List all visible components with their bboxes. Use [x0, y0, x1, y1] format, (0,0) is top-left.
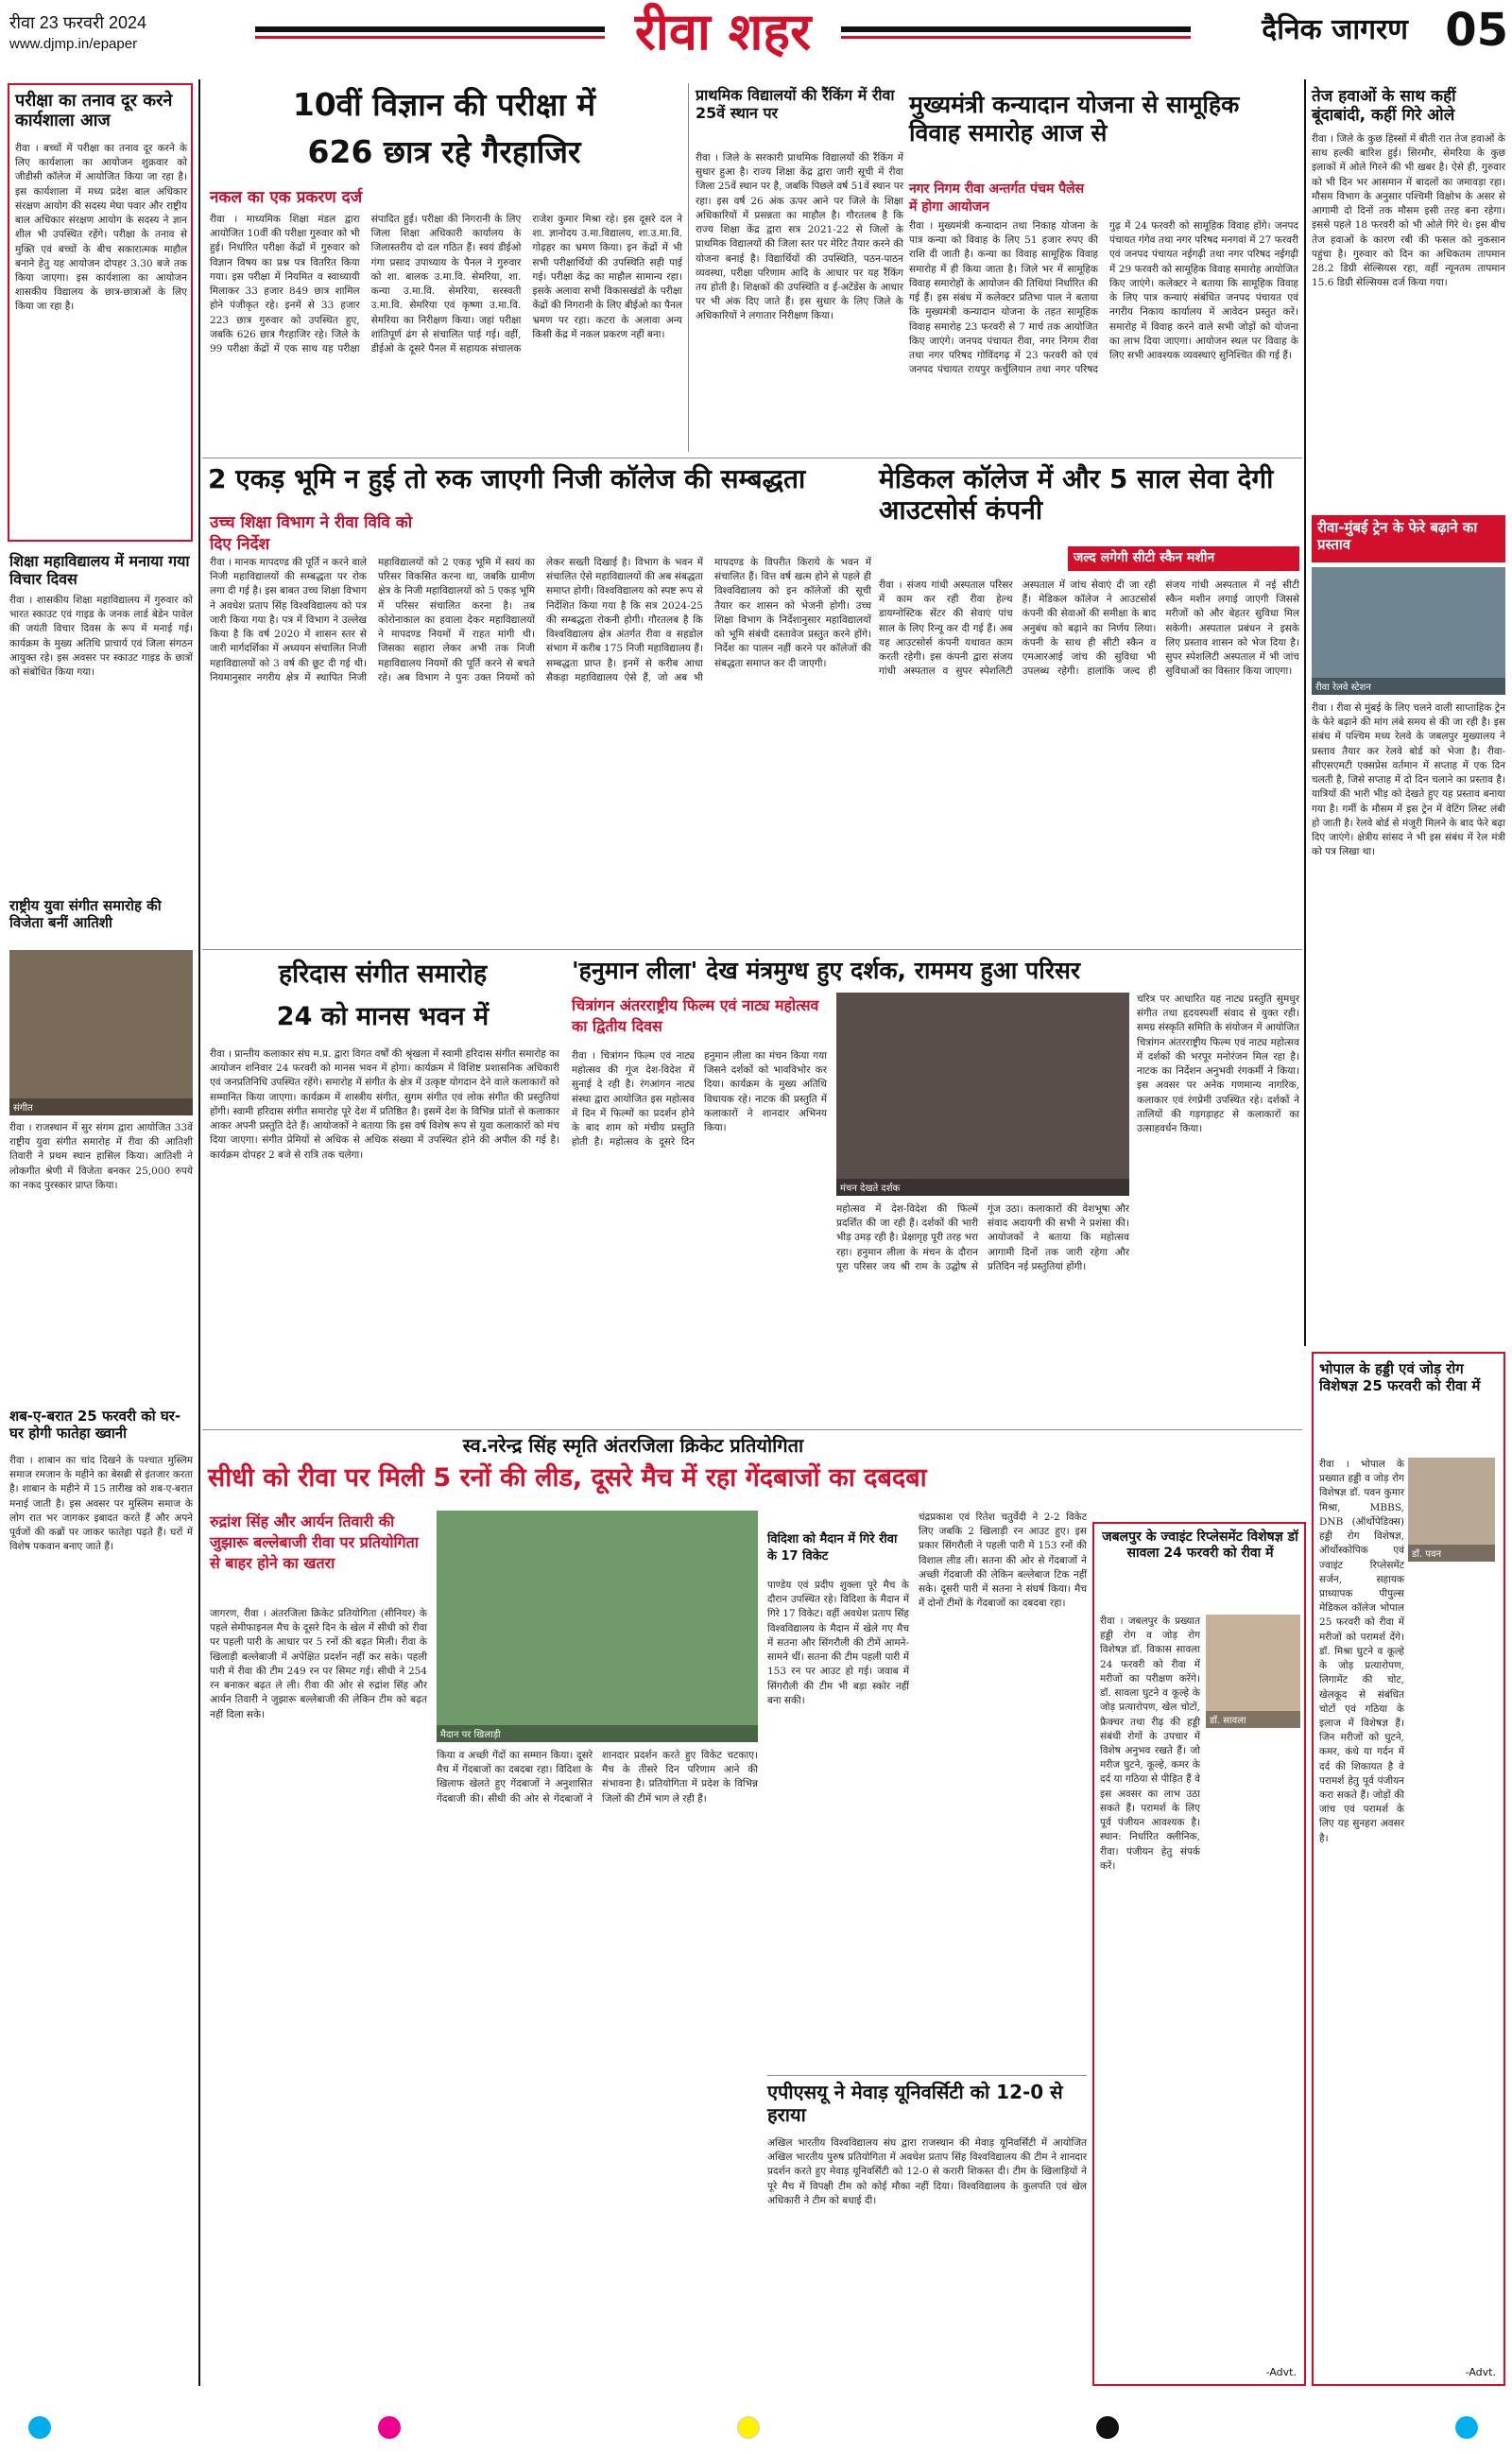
apsu-headline: एपीएसयू ने मेवाड़ यूनिवर्सिटी को 12-0 से हराया [767, 2081, 1063, 2126]
ranking-headline: प्राथमिक विद्यालयों की रैंकिंग में रीवा 25वें स्थान पर [696, 86, 895, 122]
ct-scan-subhead: जल्द लगेगी सीटी स्कैन मशीन [1074, 550, 1215, 565]
hanuman-body-2: महोत्सव में देश-विदेश की फिल्में प्रदर्शित की जा रही हैं। दर्शकों की भारी भीड़ उमड़ रही है। प्रेक्षागृह पूरी तरह भरा रहा। हनुमान लीला के मंचन के दौरान पूरा परिसर जय श्री राम के उद्घोष से गूंज उठा। कलाकारों की वेशभूषा और संवाद अदायगी की सभी ने प्रशंसा की। आयोजकों ने बताया कि महोत्सव आगामी दिनों तक जारी रहेगा और प्रतिदिन नई प्रस्तुतियां होंगी। [836, 1203, 1129, 1272]
audience-photo-caption: मंचन देखते दर्शक [836, 1179, 1129, 1196]
kanyadan-subhead: नगर निगम रीवा अन्तर्गत पंचम पैलेस में होगा आयोजन [909, 181, 1085, 215]
cricket-subhead: रुद्रांश सिंह और आर्यन तिवारी की जुझारू बल्लेबाजी रीवा पर प्रतियोगिता से बाहर होने का खतरा [210, 1512, 419, 1572]
cricket-photo-caption: मैदान पर खिलाड़ी [437, 1725, 758, 1742]
exam-headline-line1: 10वीं विज्ञान की परीक्षा में [292, 86, 596, 123]
bhopal-ad-headline: भोपाल के हड्डी एवं जोड़ रोग विशेषज्ञ 25 फरवरी को रीवा में [1319, 1360, 1481, 1394]
medical-body: रीवा । संजय गांधी अस्पताल परिसर में काम कर रही रीवा हेल्थ डायग्नोस्टिक सेंटर की सेवाएं पांच साल के लिए रिन्यू कर दी गई हैं। अब यह आउटसोर्स कंपनी यथावत काम करती रहेगी। इस कंपनी द्वारा संजय गांधी अस्पताल व सुपर स्पेशलिटी अस्पताल में जांच सेवाएं दी जा रही हैं। मेडिकल कॉलेज ने आउटसोर्स कंपनी की सेवाओं की समीक्षा के बाद अनुबंध को बढ़ाने का निर्णय लिया। कंपनी के साथ ही सीटी स्कैन व एमआरआई जांच की सुविधा भी उपलब्ध रहेगी। हालांकि जल्द ही संजय गांधी अस्पताल में नई सीटी स्कैन मशीन लगाई जाएगी जिससे मरीजों को और बेहतर सुविधा मिल सकेगी। अस्पताल प्रबंधन ने इसके लिए प्रस्ताव शासन को भेज दिया है। सुपर स्पेशलिटी अस्पताल में भी जांच सुविधाओं का विस्तार किया जाएगा। [879, 579, 1299, 678]
haridas-headline-line1: हरिदास संगीत समारोह [278, 959, 488, 989]
left-brief-1-body: रीवा । बच्चों में परीक्षा का तनाव दूर करने के लिए कार्यशाला का आयोजन शुक्रवार को जीडीसी कॉलेज में आयोजित किया जा रहा है। इस कार्यशाला में मध्य प्रदेश बाल अधिकार संरक्षण आयोग की सदस्य मेघा पवार और राष्ट्रीय बाल अधिकार संरक्षण आयोग के सदस्य ने ज्ञान शील भी उपस्थित रहेंगे। परीक्षा के तनाव से मुक्ति एवं बच्चों के बीच सकारात्मक माहौल बनाने हेतु यह आयोजन दोपहर 3.30 बजे तक किया जाएगा। इस कार्यशाला का आयोजन शासकीय विद्यालय के छात्र-छात्राओं के लिए किया जा रहा है। [15, 143, 187, 313]
masthead-left-bar [255, 26, 605, 32]
masthead-date: रीवा 23 फरवरी 2024 [9, 13, 147, 32]
jabalpur-doctor-ad [1092, 1522, 1306, 2386]
reg-mark-yellow [737, 2416, 760, 2439]
page-number: 05 [1445, 4, 1508, 57]
college-body: रीवा । मानक मापदण्ड की पूर्ति न करने वाले निजी महाविद्यालयों की सम्बद्धता पर रोक लगा दी गई है। इस बाबत उच्च शिक्षा विभाग ने अवधेश प्रताप सिंह विश्वविद्यालय को पत्र जारी किया गया है। पत्र में विभाग ने उल्लेख किया है कि वर्ष 2020 में शासन स्तर से जारी मार्गदर्शिका में अध्ययन संचालित निजी महाविद्यालयों को 3 वर्ष की छूट दी गई थी। नियमानुसार नगरीय क्षेत्र में स्थापित निजी महाविद्यालयों को 2 एकड़ भूमि में स्वयं का परिसर विकसित करना था, जबकि ग्रामीण क्षेत्र के निजी महाविद्यालयों को 5 एकड़ भूमि में परिसर संचालित करना है। तब कोरोनाकाल का हवाला देकर महाविद्यालयों ने मापदण्ड नियमों में राहत मांगी थी। जिसका सहारा लेकर अभी तक निजी महाविद्यालय नियमों की पूर्ति करने से बचते रहे। अब विभाग ने पुनः उक्त नियमों को लेकर सख्ती दिखाई है। विभाग के भवन में संचालित ऐसे महाविद्यालयों की अब संबद्धता समाप्त होगी। विश्वविद्यालय को स्पष्ट रूप से निर्देशित किया गया है कि सत्र 2024-25 की सम्बद्धता रोकनी होगी। गौरतलब है कि विश्वविद्यालय क्षेत्र अंतर्गत रीवा व सहडोल संभाग में करीब 175 निजी महाविद्यालय हैं। सम्बद्धता प्राप्त है। इनमें से करीब आधा सैकड़ा महाविद्यालय ऐसे हैं, जो अब भी मापदण्ड के विपरीत किराये के भवन में संचालित हैं। वित्त वर्ष खत्म होने से पहले ही विश्वविद्यालय को इन कॉलेजों की सूची तैयार कर शासन को भेजनी होगी। उच्च शिक्षा विभाग के निर्देशानुसार महाविद्यालयों को भूमि संबंधी दस्तावेज प्रस्तुत करने होंगे। निर्देश का पालन नहीं करने पर कॉलेजों की संबद्धता समाप्त कर दी जाएगी। [210, 557, 871, 683]
exam-body: रीवा । माध्यमिक शिक्षा मंडल द्वारा आयोजित 10वीं की परीक्षा गुरुवार को भी हुई। निर्धारित परीक्षा केंद्रों में गुरुवार को विज्ञान विषय का प्रश्न पत्र वितरित किया गया। इस परीक्षा में नियमित व स्वाध्यायी मिलाकर 33 हजार 849 छात्र शामिल होने पंजीकृत रहे। इनमें से 33 हजार 223 छात्र गुरुवार को उपस्थित हुए, जबकि 626 छात्र गैरहाजिर रहे। जिले के 99 परीक्षा केंद्रों में एक साथ यह परीक्षा संपादित हुई। परीक्षा की निगरानी के लिए जिला शिक्षा अधिकारी कार्यालय के जिलास्तरीय दो दल गठित हैं। स्वयं डीईओ गंगा प्रसाद उपाध्याय के पैनल ने गुरुवार को शा. बालक उ.मा.वि. सेमरिया, शा. कन्या उ.मा.वि. सेमरिया, सरस्वती उ.मा.वि. सेमरिया एवं कृष्णा उ.मा.वि. सेमरिया का निरीक्षण किया। जहां परीक्षा शांतिपूर्ण ढंग से संचालित पाई गई। वहीं, डीईओ के दूसरे पैनल में सहायक संचालक राजेश कुमार मिश्रा रहे। इस दूसरे दल ने शा. ज्ञानोदय उ.मा.विद्यालय, शा.उ.मा.वि. गोढ़हर का भ्रमण किया। इन केंद्रों में भी सभी परीक्षार्थियों की उपस्थिति सही पाई गई। परीक्षा केंद्र का माहौल सामान्य रहा। इसके अलावा सभी विकासखंडों के परीक्षा केंद्रों की निगरानी के लिए बीईओ का पैनल भ्रमण पर रहा। कटरा के अलावा अन्य किसी केंद्र में नकल प्रकरण नहीं बना। [210, 214, 682, 354]
cricket-photo [437, 1511, 758, 1742]
cricket-body-3: पाण्डेय एवं प्रदीप शुक्ला पूरे मैच के दौरान उपस्थित रहे। विदिशा के मैदान में गिरे 17 विकेट। वहीं अवधेश प्रताप सिंह विश्वविद्यालय के मैदान में खेले गए मैच में सतना और सिंगरौली की टीमें आमने-सामने थीं। सतना की टीम पहली पारी में 153 रन पर आउट हो गई। जवाब में सिंगरौली की टीम भी बड़ा स्कोर नहीं बना सकी। [767, 1580, 909, 1706]
bhopal-ad-body: रीवा । भोपाल के प्रख्यात हड्डी व जोड़ रोग विशेषज्ञ डॉ. पवन कुमार मिश्रा, MBBS, DNB (ऑर्थोपेडिक्स) हड्डी रोग विशेषज्ञ, ऑर्थोस्कोपिक एवं ज्वाइंट रिप्लेसमेंट सर्जन, सहायक प्राध्यापक पीपुल्स मेडिकल कॉलेज भोपाल 25 फरवरी को रीवा में मरीजों को परामर्श देंगे। डॉ. मिश्रा घुटने व कूल्हे के जोड़ प्रत्यारोपण, लिगामेंट की चोट, खेलकूद से संबंधित चोटों एवं गठिया के इलाज में विशेषज्ञ हैं। जिन मरीजों को घुटने, कमर, कंधे या गर्दन में दर्द की शिकायत है वे परामर्श हेतु पूर्व पंजीयन करा सकते हैं। जोड़ों की जांच एवं परामर्श के लिए यह सुनहरा अवसर है। [1319, 1459, 1404, 1844]
cricket-subhead-2: विदिशा को मैदान में गिरे रीवा के 17 विकेट [767, 1532, 898, 1564]
haridas-body: रीवा । प्रान्तीय कलाकार संघ म.प्र. द्वारा विगत वर्षों की श्रृंखला में स्वामी हरिदास संगीत समारोह का आयोजन शनिवार 24 फरवरी को मानस भवन में होगा। कार्यक्रम में विशिष्ट प्रशासनिक अधिकारी एवं जनप्रतिनिधि उपस्थित रहेंगे। समारोह में संगीत के क्षेत्र में उत्कृष्ट योगदान देने वाले कलाकारों को सम्मानित किया जाएगा। कार्यक्रम में शास्त्रीय संगीत, सुगम संगीत एवं लोक संगीत की प्रस्तुतियां होंगी। स्वामी हरिदास संगीत समारोह पूरे देश में प्रतिष्ठित है। इसमें देश के विभिन्न प्रांतों से कलाकार आकर अपनी प्रस्तुति देते हैं। आयोजकों ने बताया कि इस वर्ष विशेष रूप से युवा कलाकारों को मंच दिया जाएगा। संगीत प्रेमियों से अधिक से अधिक संख्या में उपस्थित होने की अपील की गई है। कार्यक्रम दोपहर 2 बजे से रात्रि तक चलेगा। [210, 1048, 559, 1161]
exam-subhead: नकल का एक प्रकरण दर्ज [210, 188, 363, 207]
weather-headline: तेज हवाओं के साथ कहीं बूंदाबांदी, कहीं गिरे ओले [1312, 87, 1456, 126]
left-brief-1 [8, 83, 193, 542]
cricket-kicker: स्व.नरेन्द्र सिंह स्मृति अंतरजिला क्रिकेट प्रतियोगिता [462, 1434, 804, 1457]
rank-separator [688, 83, 689, 452]
reg-mark-cyan [28, 2416, 51, 2439]
section-title: रीवा शहर [634, 2, 812, 61]
left-brief-2-headline: शिक्षा महाविद्यालय में मनाया गया विचार दिवस [9, 552, 190, 588]
left-brief-3-body: रीवा । राजस्थान में सुर संगम द्वारा आयोजित 33वें राष्ट्रीय युवा संगीत समारोह में रीवा की आतिशी तिवारी ने प्रथम स्थान हासिल किया। आतिशी ने लोकगीत श्रेणी में विजेता बनकर 25,000 रुपये का नकद पुरस्कार प्राप्त किया। [9, 1122, 193, 1191]
cricket-body-2: किया व अच्छी गेंदों का सम्मान किया। दूसरे मैच में गेंदबाजों का दबदबा रहा। विदिशा के खिलाफ खेलते हुए गेंदबाजों ने अनुशासित गेंदबाजी की। सीधी की ओर से गेंदबाजों ने शानदार प्रदर्शन करते हुए विकेट चटकाए। मैच के तीसरे दिन परिणाम आने की संभावना है। प्रतियोगिता में प्रदेश के विभिन्न जिलों की टीमें भाग ले रही हैं। [437, 1750, 758, 1805]
bhopal-doctor-ad [1312, 1352, 1505, 2386]
cricket-body-1: जागरण, रीवा । अंतरजिला क्रिकेट प्रतियोगिता (सीनियर) के पहले सेमीफाइनल मैच के दूसरे दिन के खेल में सीधी को रीवा पर पहली पारी के आधार पर 5 रनों की बढ़त मिली। रीवा के खिलाड़ी बल्लेबाजी में अपेक्षित प्रदर्शन नहीं कर सके। पहली पारी में रीवा की टीम 249 रन पर सिमट गई। सीधी ने 254 रन बनाकर बढ़त ले ली। रीवा की ओर से रुद्रांश सिंह और आर्यन तिवारी ने जुझारू बल्लेबाजी की लेकिन टीम को बढ़त नहीं दिला सके। [210, 1608, 427, 1720]
cricket-body-4: चंद्रप्रकाश एवं रितेश चतुर्वेदी ने 2-2 विकेट लिए जबकि 2 खिलाड़ी रन आउट हुए। इस प्रकार सिंगरौली ने पहली पारी में 153 रनों की विशाल लीड ली। सतना की ओर से गेंदबाजों ने अच्छी गेंदबाजी की लेकिन बल्लेबाज टिक नहीं सके। दूसरी पारी में सतना ने संघर्ष किया। मैच में दोनों टीमों के गेंदबाजों का दबदबा रहा। [919, 1512, 1087, 1610]
masthead-right-bar-red [841, 36, 1191, 39]
masthead-left-bar-red [255, 36, 605, 39]
hanuman-subhead: चित्रांगन अंतरराष्ट्रीय फिल्म एवं नाट्य महोत्सव का द्वितीय दिवस [572, 996, 819, 1035]
exam-headline-line2: 626 छात्र रहे गैरहाजिर [307, 133, 581, 170]
kanyadan-headline: मुख्यमंत्री कन्यादान योजना से सामूहिक विवाह समारोह आज से [909, 91, 1240, 147]
medical-headline: मेडिकल कॉलेज में और 5 साल सेवा देगी आउटसोर्स कंपनी [879, 463, 1274, 527]
jabalpur-doctor-photo [1206, 1615, 1300, 1728]
hanuman-headline: 'हनुमान लीला' देख मंत्रमुग्ध हुए दर्शक, राममय हुआ परिसर [572, 957, 1081, 984]
apsu-rule [767, 2075, 1087, 2076]
jabalpur-ad-body: रीवा । जबलपुर के प्रख्यात हड्डी रोग व जोड़ रोग विशेषज्ञ डॉ. विकास सावला 24 फरवरी को रीवा में मरीजों का परीक्षण करेंगे। डॉ. सावला घुटने व कूल्हे के जोड़ प्रत्यारोपण, खेल चोटों, फ्रैक्चर तथा रीढ़ की हड्डी संबंधी रोगों के उपचार में विशेष अनुभव रखते हैं। जो मरीज घुटने, कूल्हे, कमर के दर्द या गठिया से पीड़ित हैं वे इस अवसर का लाभ उठा सकते हैं। परामर्श के लिए पूर्व पंजीयन आवश्यक है। स्थान: निर्धारित क्लीनिक, रीवा। पंजीयन हेतु संपर्क करें। [1100, 1616, 1200, 1872]
right-column-rule [1304, 79, 1306, 1346]
mid-rule-2 [202, 949, 1302, 950]
masthead-url[interactable]: www.djmp.in/epaper [9, 36, 138, 52]
audience-photo [836, 993, 1129, 1196]
apsu-body: अखिल भारतीय विश्वविद्यालय संघ द्वारा राजस्थान की मेवाड़ यूनिवर्सिटी में आयोजित अखिल भारतीय पुरुष प्रतियोगिता में अवधेश प्रताप सिंह विश्वविद्यालय की टीम ने शानदार प्रदर्शन करते हुए मेवाड़ यूनिवर्सिटी को 12-0 से करारी शिकस्त दी। टीम के खिलाड़ियों ने पूरे मैच में विपक्षी टीम को कोई मौका नहीं दिया। विश्वविद्यालय के कुलपति एवं खेल अधिकारी ने टीम को बधाई दी। [767, 2137, 1087, 2206]
bhopal-doctor-photo [1408, 1458, 1495, 1562]
college-subhead: उच्च शिक्षा विभाग ने रीवा विवि को दिए निर्देश [210, 513, 413, 554]
jabalpur-doctor-name: डॉ. सावला [1206, 1711, 1300, 1728]
color-registration-strip [0, 2401, 1512, 2454]
jabalpur-ad-headline: जबलपुर के ज्वाइंट रिप्लेसमेंट विशेषज्ञ डॉ सावला 24 फरवरी को रीवा में [1102, 1529, 1298, 1561]
reg-mark-cyan-2 [1455, 2416, 1478, 2439]
left-brief-3-headline: राष्ट्रीय युवा संगीत समारोह की विजेता बनीं आतिशी [9, 897, 162, 931]
left-brief-4-body: रीवा । शाबान का चांद दिखने के पश्चात मुस्लिम समाज रमजान के महीने का बेसब्री से इंतजार करता है। शाबान के महीने में 15 तारीख को शब-ए-बरात मनाई जाती है। इस अवसर पर मुस्लिम समाज के लोग रात भर जागकर इबादत करते हैं और अपने पूर्वजों की कब्रों पर जाकर फातेहा पढ़ते हैं। घरों में विशेष पकवान बनाए जाते हैं। [9, 1455, 193, 1553]
haridas-headline-line2: 24 को मानस भवन में [276, 1002, 490, 1031]
left-brief-2-body: रीवा । शासकीय शिक्षा महाविद्यालय में गुरुवार को भारत स्काउट एवं गाइड के जनक लार्ड बेडेन पावेल की जयंती विचार दिवस के रूप में मनाई गई। कार्यक्रम के मुख्य अतिथि प्राचार्य एवं जिला संगठन आयुक्त रहे। इस अवसर पर स्काउट गाइड के छात्रों को संबोधित किया गया। [9, 595, 193, 679]
reg-mark-black [1096, 2416, 1119, 2439]
jabalpur-ad-advt: -Advt. [1265, 2366, 1297, 2378]
hanuman-body-3: चरित्र पर आधारित यह नाट्य प्रस्तुति सुमधुर संगीत तथा हृदयस्पर्शी संवाद से युक्त रही। समग्र संस्कृति समिति के संयोजन में आयोजित चित्रांगन अंतरराष्ट्रीय फिल्म एवं नाट्य महोत्सव में दर्शकों की भरपूर मनोरंजन मिल रहा है। नाटक का निर्देशन अनुभवी रंगकर्मी ने किया। इस अवसर पर अनेक गणमान्य नागरिक, कलाकार एवं रंगप्रेमी उपस्थित रहे। दर्शकों ने तालियों की गड़गड़ाहट से कलाकारों का उत्साहवर्धन किया। [1137, 994, 1299, 1134]
reg-mark-magenta [378, 2416, 401, 2439]
weather-body: रीवा । जिले के कुछ हिस्सों में बीती रात तेज हवाओं के साथ हल्की बारिश हुई। सिरमौर, सेमरिया के कुछ इलाकों में ओले गिरने की भी खबर है। ऐसे ही, गुरुवार को भी दिन भर आसमान में बादलों का जमावड़ा रहा। मौसम विभाग के अनुसार पश्चिमी विक्षोभ के असर से आगामी दो दिनों तक मौसम इसी तरह बना रहेगा। इससे पहले 18 फरवरी को भी ओले गिरे थे। इस बीच तेज हवाओं के कारण रबी की फसल को नुकसान पहुंचा है। गुरुवार को दिन का अधिकतम तापमान 28.2 डिग्री सेल्सियस रहा, वहीं न्यूनतम तापमान 15.6 डिग्री सेल्सियस दर्ज किया गया। [1312, 133, 1505, 289]
train-headline: रीवा-मुंबई ट्रेन के फेरे बढ़ाने का प्रस्ताव [1317, 519, 1478, 553]
left-brief-4-headline: शब-ए-बरात 25 फरवरी को घर-घर होगी फातेहा ख्वानी [9, 1408, 181, 1442]
left-brief-1-headline: परीक्षा का तनाव दूर करने कार्यशाला आज [15, 91, 173, 131]
masthead-right-bar [841, 26, 1191, 32]
hanuman-body-1: रीवा । चित्रांगन फिल्म एवं नाट्य महोत्सव की गूंज देश-विदेश में सुनाई दे रही है। रंगआंगन नाट्य संस्था द्वारा आयोजित इस महोत्सव में दिन में फिल्मों का प्रदर्शन होने के बाद शाम को मंचीय प्रस्तुति होती है। महोत्सव के दूसरे दिन हनुमान लीला का मंचन किया गया जिसने दर्शकों को भावविभोर कर दिया। कार्यक्रम के मुख्य अतिथि विधायक रहे। नाटक की प्रस्तुति में कलाकारों ने शानदार अभिनय किया। [572, 1050, 827, 1149]
bhopal-ad-body-cont [1319, 1573, 1499, 2358]
mid-rule-3 [202, 1429, 1302, 1430]
brand-name: दैनिक जागरण [1262, 13, 1408, 46]
cricket-headline: सीधी को रीवा पर मिली 5 रनों की लीड, दूसरे मैच में रहा गेंदबाजों का दबदबा [208, 1463, 927, 1493]
college-headline: 2 एकड़ भूमि न हुई तो रुक जाएगी निजी कॉलेज की सम्बद्धता [208, 463, 806, 494]
bhopal-doctor-name: डॉ. पवन [1408, 1545, 1495, 1562]
ranking-body: रीवा । जिले के सरकारी प्राथमिक विद्यालयों की रैंकिंग में सुधार हुआ है। राज्य शिक्षा केंद्र द्वारा जारी सूची में रीवा जिला 25वें स्थान पर है, जबकि पिछले वर्ष 51वें स्थान पर रहा। इस वर्ष 26 अंक ऊपर आने पर जिले के शिक्षा अधिकारियों में प्रसन्नता का माहौल है। गौरतलब है कि राज्य शिक्षा केंद्र द्वारा सत्र 2021-22 से जिलों के प्राथमिक विद्यालयों की जिला स्तर पर मेरिट तैयार करने की योजना बनाई है। विद्यार्थियों की उपस्थिति, पठन-पाठन व्यवस्था, परीक्षा परिणाम आदि के आधार पर यह रैंकिंग तय होती है। शिक्षकों की उपस्थिति व ई-अटेंडेंस के आधार पर भी अंक दिए जाते हैं। इस सुधार के लिए जिले के अधिकारियों ने लगातार निरीक्षण किया। [696, 152, 903, 322]
train-photo-caption: रीवा रेलवे स्टेशन [1312, 678, 1505, 695]
left-column-rule [198, 79, 200, 2386]
masthead [0, 0, 1512, 72]
train-photo [1312, 567, 1505, 695]
music-award-photo-caption: संगीत [9, 1098, 193, 1115]
kanyadan-body: रीवा । मुख्यमंत्री कन्यादान तथा निकाह योजना के पात्र कन्या को विवाह के लिए 51 हजार रुपए की राशि दी जाती है। कन्या का विवाह सामूहिक विवाह समारोह में ही किया जाता है। जिले भर में सामूहिक विवाह समारोहों के आयोजन की तिथियां निर्धारित की गई हैं। इस संबंध में कलेक्टर प्रतिभा पाल ने बताया कि मुख्यमंत्री कन्यादान योजना के तहत सामूहिक विवाह समारोह 23 फरवरी से 7 मार्च तक आयोजित किए जाएंगे। जनपद पंचायत रीवा, नगर निगम रीवा तथा नगर परिषद गोविंदगढ़ में 23 फरवरी को एवं जनपद पंचायत रायपुर कर्चुलियान तथा नगर परिषद गुढ़ में 24 फरवरी को सामूहिक विवाह होंगे। जनपद पंचायत गंगेव तथा नगर परिषद मनगवां में 27 फरवरी एवं जनपद पंचायत नईगढ़ी तथा नगर परिषद नईगढ़ी में 29 फरवरी को सामूहिक विवाह समारोह आयोजित किए जाएंगे। कलेक्टर ने बताया कि सामूहिक विवाह के लिए पात्र कन्याएं संबंधित जनपद पंचायत एवं नगरीय निकाय कार्यालय में आवेदन प्रस्तुत करें। समारोह में विवाह करने वाले सभी जोड़ों को योजना का लाभ दिया जाएगा। आयोजन स्थल पर विवाह के लिए सभी आवश्यक व्यवस्थाएं सुनिश्चित की गई हैं। [909, 220, 1298, 376]
music-award-photo [9, 950, 193, 1115]
train-body: रीवा । रीवा से मुंबई के लिए चलने वाली साप्ताहिक ट्रेन के फेरे बढ़ाने की मांग लंबे समय से की जा रही है। इस संबंध में पश्चिम मध्य रेलवे के जबलपुर मुख्यालय ने प्रस्ताव तैयार कर रेलवे बोर्ड को भेजा है। रीवा-सीएसएमटी एक्सप्रेस वर्तमान में सप्ताह में एक दिन चलती है, जिसे सप्ताह में दो दिन चलाने का प्रस्ताव है। यात्रियों की भारी भीड़ को देखते हुए यह प्रस्ताव बनाया गया है। गर्मी के मौसम में इस ट्रेन में वेटिंग लिस्ट लंबी हो जाती है। रेलवे बोर्ड से मंजूरी मिलने के बाद फेरे बढ़ा दिए जाएंगे। क्षेत्रीय सांसद ने भी इस संबंध में रेल मंत्री को पत्र लिखा था। [1312, 702, 1505, 858]
bhopal-ad-advt: -Advt. [1465, 2366, 1496, 2378]
